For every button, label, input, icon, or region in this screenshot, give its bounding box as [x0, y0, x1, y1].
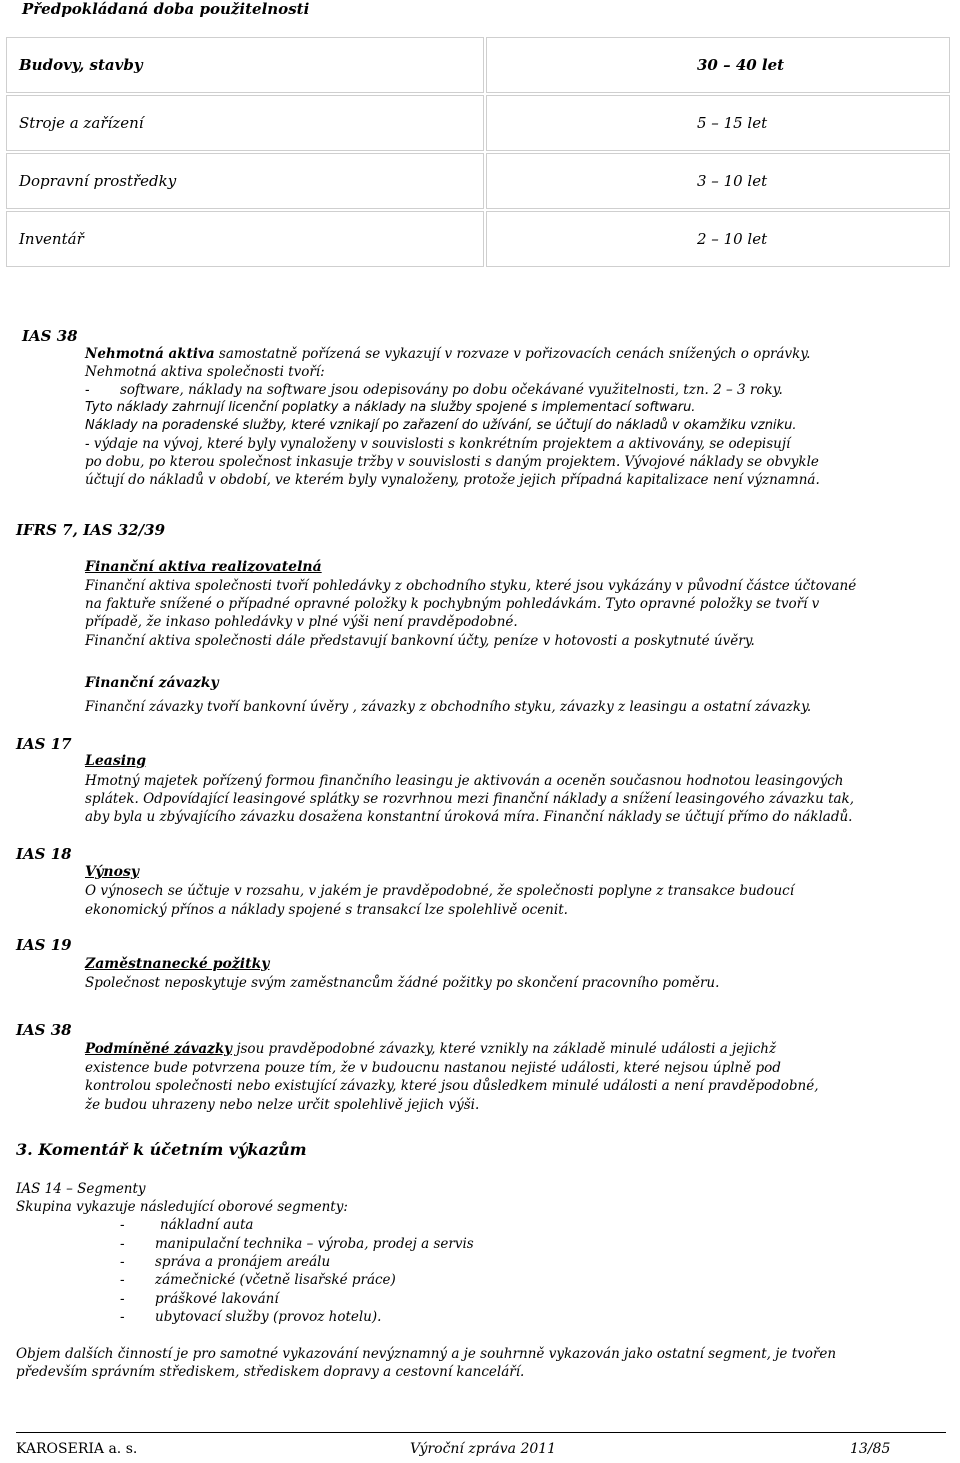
bullet-dash: - — [85, 382, 90, 398]
leasing-line: Hmotný majetek pořízený formou finančního leasingu je aktivován a oceněn současnou hodnotou leasingových — [85, 773, 844, 789]
list-item: - — [120, 1309, 125, 1325]
useful-life-table — [4, 35, 952, 269]
segment-label: ubytovací služby (provoz hotelu). — [155, 1309, 382, 1325]
list-item: - — [120, 1236, 125, 1252]
intangibles-line: software, náklady na software jsou odepisovány po dobu očekávané využitelnosti, tzn. 2 – 3 roky. — [120, 382, 783, 398]
section-tag: IAS 17 — [16, 735, 72, 753]
table-row — [6, 153, 950, 209]
contingent-line — [85, 1040, 776, 1058]
closing-line: Objem dalších činností je pro samotné vykazování nevýznamný a je souhrnně vykazován jako ostatní segment, je tvořen — [16, 1346, 837, 1362]
financial-assets-line: Finanční aktiva společnosti tvoří pohledávky z obchodního styku, které jsou vykázány v původní částce účtované — [85, 578, 857, 594]
footer-divider — [16, 1432, 946, 1433]
section-tag: IAS 18 — [16, 845, 72, 863]
footer-company: KAROSERIA a. s. — [16, 1441, 138, 1457]
list-item: - — [120, 1272, 125, 1288]
contingent-title: Podmíněné závazky — [85, 1041, 233, 1057]
section-tag: IAS 38 — [16, 1021, 72, 1039]
segment-label: nákladní auta — [160, 1217, 254, 1233]
segment-label: práškové lakování — [155, 1291, 279, 1307]
table-cell-label: Dopravní prostředky — [6, 153, 484, 209]
section-tag: IAS 19 — [16, 936, 72, 954]
revenue-title: Výnosy — [85, 864, 139, 880]
contingent-text: jsou pravděpodobné závazky, které vznikly na základě minulé události a jejichž — [232, 1041, 777, 1057]
financial-assets-line: na faktuře snížené o případné opravné položky k pochybným pohledávkám. Tyto opravné položky se tvoří v — [85, 596, 820, 612]
section-tag: IAS 38 — [22, 327, 78, 345]
leasing-title: Leasing — [85, 753, 146, 769]
section-tag: IFRS 7, IAS 32/39 — [16, 521, 166, 539]
segment-label: manipulační technika – výroba, prodej a servis — [155, 1236, 474, 1252]
intangibles-term: Nehmotná aktiva — [85, 346, 215, 362]
table-cell-value: 2 – 10 let — [486, 211, 950, 267]
intangibles-line: po dobu, po kterou společnost inkasuje tržby v souvislosti s daným projektem. Vývojové náklady se obvykle — [85, 454, 819, 470]
table-row — [6, 37, 950, 93]
financial-assets-title: Finanční aktiva realizovatelná — [85, 559, 322, 575]
table-cell-label: Budovy, stavby — [6, 37, 484, 93]
leasing-line: splátek. Odpovídající leasingové splátky se rozvrhnou mezi finanční náklady a snížení leasingového závazku tak, — [85, 791, 855, 807]
segments-subtitle: IAS 14 – Segmenty — [16, 1181, 146, 1197]
financial-liabilities-title: Finanční závazky — [85, 675, 219, 691]
segments-intro: Skupina vykazuje následující oborové segmenty: — [16, 1199, 348, 1215]
footer-report: Výroční zpráva 2011 — [410, 1441, 557, 1457]
revenue-line: ekonomický přínos a náklady spojené s transakcí lze spolehlivě ocenit. — [85, 902, 568, 918]
table-row — [6, 211, 950, 267]
footer-page-number: 13/85 — [850, 1441, 891, 1457]
list-item: - — [120, 1291, 125, 1307]
employee-benefits-line: Společnost neposkytuje svým zaměstnancům žádné požitky po skončení pracovního poměru. — [85, 975, 720, 991]
section-title: 3. Komentář k účetním výkazům — [16, 1140, 307, 1159]
closing-line: především správním střediskem, střediskem dopravy a cestovní kanceláří. — [16, 1364, 525, 1380]
financial-assets-line: Finanční aktiva společnosti dále představují bankovní účty, peníze v hotovosti a poskytnuté úvěry. — [85, 633, 755, 649]
intangibles-line: Tyto náklady zahrnují licenční poplatky a náklady na služby spojené s implementací softwaru. — [85, 400, 696, 415]
employee-benefits-title: Zaměstnanecké požitky — [85, 956, 270, 972]
table-row — [6, 95, 950, 151]
table-cell-value: 3 – 10 let — [486, 153, 950, 209]
intangibles-line: účtují do nákladů v období, ve kterém byly vynaloženy, protože jejich případná kapitalizace není významná. — [85, 472, 820, 488]
financial-assets-line: případě, že inkaso pohledávky v plné výši není pravděpodobné. — [85, 614, 518, 630]
revenue-line: O výnosech se účtuje v rozsahu, v jakém je pravděpodobné, že společnosti poplyne z transakce budoucí — [85, 883, 795, 899]
intangibles-line: Nehmotná aktiva společnosti tvoří: — [85, 364, 325, 380]
list-item: - — [120, 1217, 125, 1233]
intangibles-text: samostatně pořízená se vykazují v rozvaze v pořizovacích cenách snížených o oprávky. — [214, 346, 811, 362]
page-heading: Předpokládaná doba použitelnosti — [22, 0, 310, 18]
segment-label: zámečnické (včetně lisařské práce) — [155, 1272, 396, 1288]
table-cell-label: Inventář — [6, 211, 484, 267]
intangibles-line: - výdaje na vývoj, které byly vynaloženy v souvislosti s konkrétním projektem a aktivovány, se odepisují — [85, 436, 791, 452]
table-cell-value: 30 – 40 let — [486, 37, 950, 93]
contingent-line: že budou uhrazeny nebo nelze určit spolehlivě jejich výši. — [85, 1097, 480, 1113]
table-cell-label: Stroje a zařízení — [6, 95, 484, 151]
list-item: - — [120, 1254, 125, 1270]
contingent-line: kontrolou společnosti nebo existující závazky, které jsou důsledkem minulé události a není pravděpodobné, — [85, 1078, 819, 1094]
table-cell-value: 5 – 15 let — [486, 95, 950, 151]
intangibles-line: Náklady na poradenské služby, které vznikají po zařazení do užívání, se účtují do nákladů v okamžiku vzniku. — [85, 418, 797, 433]
financial-liabilities-line: Finanční závazky tvoří bankovní úvěry , závazky z obchodního styku, závazky z leasingu a ostatní závazky. — [85, 699, 812, 715]
leasing-line: aby byla u zbývajícího závazku dosažena konstantní úroková míra. Finanční náklady se účtují přímo do nákladů. — [85, 809, 853, 825]
contingent-line: existence bude potvrzena pouze tím, že v budoucnu nastanou nejisté události, které nejsou úplně pod — [85, 1060, 781, 1076]
segment-label: správa a pronájem areálu — [155, 1254, 331, 1270]
intangibles-line — [85, 345, 810, 363]
